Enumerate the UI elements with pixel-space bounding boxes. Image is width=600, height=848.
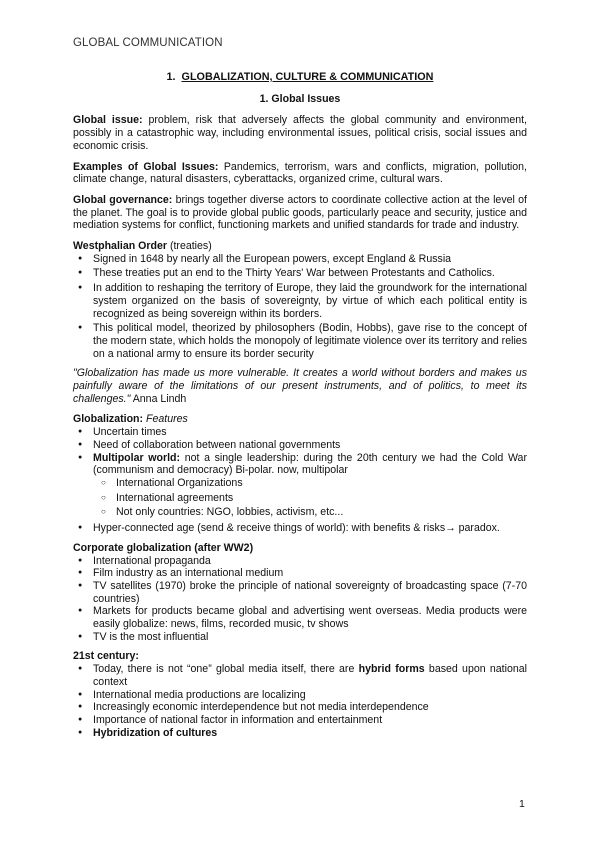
examples-text: Pandemics, terrorism, wars and conflicts, migration, pollution, climate change, natural disasters, cyberattacks, organized crime, cultural wars. xyxy=(73,160,528,186)
global-issue-paragraph xyxy=(73,114,527,152)
list-item xyxy=(92,663,527,688)
quote-paragraph xyxy=(73,367,527,405)
corporate-list xyxy=(73,555,527,644)
list-item: ● This political model, theorized by philosophers (Bodin, Hobbs), gave rise to the concept of the modern state, which holds the monopoly of legitimate violence over its territory and relies on a national army to ensure its border security xyxy=(92,322,527,360)
list-item: ● Uncertain times xyxy=(92,426,527,439)
list-item: ● International media productions are localizing xyxy=(92,689,527,702)
corporate-term: Corporate globalization (after WW2) xyxy=(73,541,254,554)
multipolar-text: not a single leadership: during the 20th century we had the Cold War (communism and democracy) Bi-polar. now, multipolar xyxy=(93,451,527,477)
globalization-heading xyxy=(73,413,527,426)
century-item1-post: based upon national context xyxy=(93,663,527,688)
westphalian-list xyxy=(73,253,527,361)
century-heading xyxy=(73,650,527,663)
hybridization-term: Hybridization of cultures xyxy=(93,726,218,739)
governance-paragraph xyxy=(73,194,527,232)
list-item: ● Increasingly economic interdependence but not media interdependence xyxy=(92,701,527,714)
westphalian-heading xyxy=(73,240,527,253)
chapter-number: 1. xyxy=(166,71,176,83)
sub-list-item: ○ International Organizations xyxy=(115,477,527,490)
list-item xyxy=(92,452,527,520)
globalization-list xyxy=(73,426,527,535)
multipolar-sublist xyxy=(93,477,527,519)
chapter-title-text: GLOBALIZATION, CULTURE & COMMUNICATION xyxy=(181,71,434,83)
list-item: ● Need of collaboration between national governments xyxy=(92,439,527,452)
chapter-title xyxy=(73,71,527,84)
corporate-heading xyxy=(73,542,527,555)
sub-list-item: ○ International agreements xyxy=(115,492,527,505)
list-item: ● Signed in 1648 by nearly all the European powers, except England & Russia xyxy=(92,253,527,266)
westphalian-term: Westphalian Order xyxy=(73,240,167,253)
globalization-features: Features xyxy=(143,413,188,426)
globalization-term: Globalization: xyxy=(73,413,144,426)
document-body xyxy=(73,71,527,746)
governance-text: brings together diverse actors to coordinate collective action at the level of the planet. The goal is to provide global public goods, particularly peace and security, justice and mediation systems for conflict, functioning markets and unified standards for trade and industry. xyxy=(73,193,527,232)
page-number: 1 xyxy=(519,798,525,810)
section-title: 1. Global Issues xyxy=(259,92,341,105)
list-item xyxy=(92,727,527,740)
list-item: ● TV satellites (1970) broke the principle of national sovereignty of broadcasting space (7-70 countries) xyxy=(92,580,527,605)
list-item: ● Markets for products became global and advertising went overseas. Media products were easily globalize: news, films, recorded music, tv shows xyxy=(92,605,527,630)
multipolar-term: Multipolar world: xyxy=(93,451,181,464)
century-item1-pre: Today, there is not “one” global media itself, there are xyxy=(93,663,359,676)
list-item: ● TV is the most influential xyxy=(92,631,527,644)
hybrid-forms-term: hybrid forms xyxy=(358,663,425,676)
sub-list-item: ○ Not only countries: NGO, lobbies, activism, etc... xyxy=(115,506,527,519)
list-item: ● These treaties put an end to the Thirty Years' War between Protestants and Catholics. xyxy=(92,267,527,280)
century-list xyxy=(73,663,527,739)
page-header: GLOBAL COMMUNICATION xyxy=(73,37,223,49)
quote-author: Anna Lindh xyxy=(130,392,187,405)
quote-text: "Globalization has made us more vulnerable. It creates a world without borders and makes us painfully aware of the limitations of our present instruments, and of politics, to meet its challenges." xyxy=(73,367,527,405)
westphalian-suffix: (treaties) xyxy=(167,240,212,253)
examples-term: Examples of Global Issues: xyxy=(73,160,219,173)
examples-paragraph xyxy=(73,161,527,186)
global-issue-text: problem, risk that adversely affects the global community and environment, possibly in a catastrophic way, including environmental issues, political crisis, social issues and economic crisis. xyxy=(73,114,527,152)
global-issue-term: Global issue: xyxy=(73,114,143,127)
century-term: 21st century: xyxy=(73,650,139,663)
list-item: ● Importance of national factor in information and entertainment xyxy=(92,714,527,727)
list-item: ● Film industry as an international medium xyxy=(92,567,527,580)
list-item: ● International propaganda xyxy=(92,555,527,568)
list-item: ● In addition to reshaping the territory of Europe, they laid the groundwork for the international system organized on the basis of sovereignty, by virtue of which each political entity is recognized as being sovereign within its borders. xyxy=(92,282,527,320)
governance-term: Global governance: xyxy=(73,193,173,206)
list-item: ● Hyper-connected age (send & receive things of world): with benefits & risks→ paradox. xyxy=(92,522,527,535)
